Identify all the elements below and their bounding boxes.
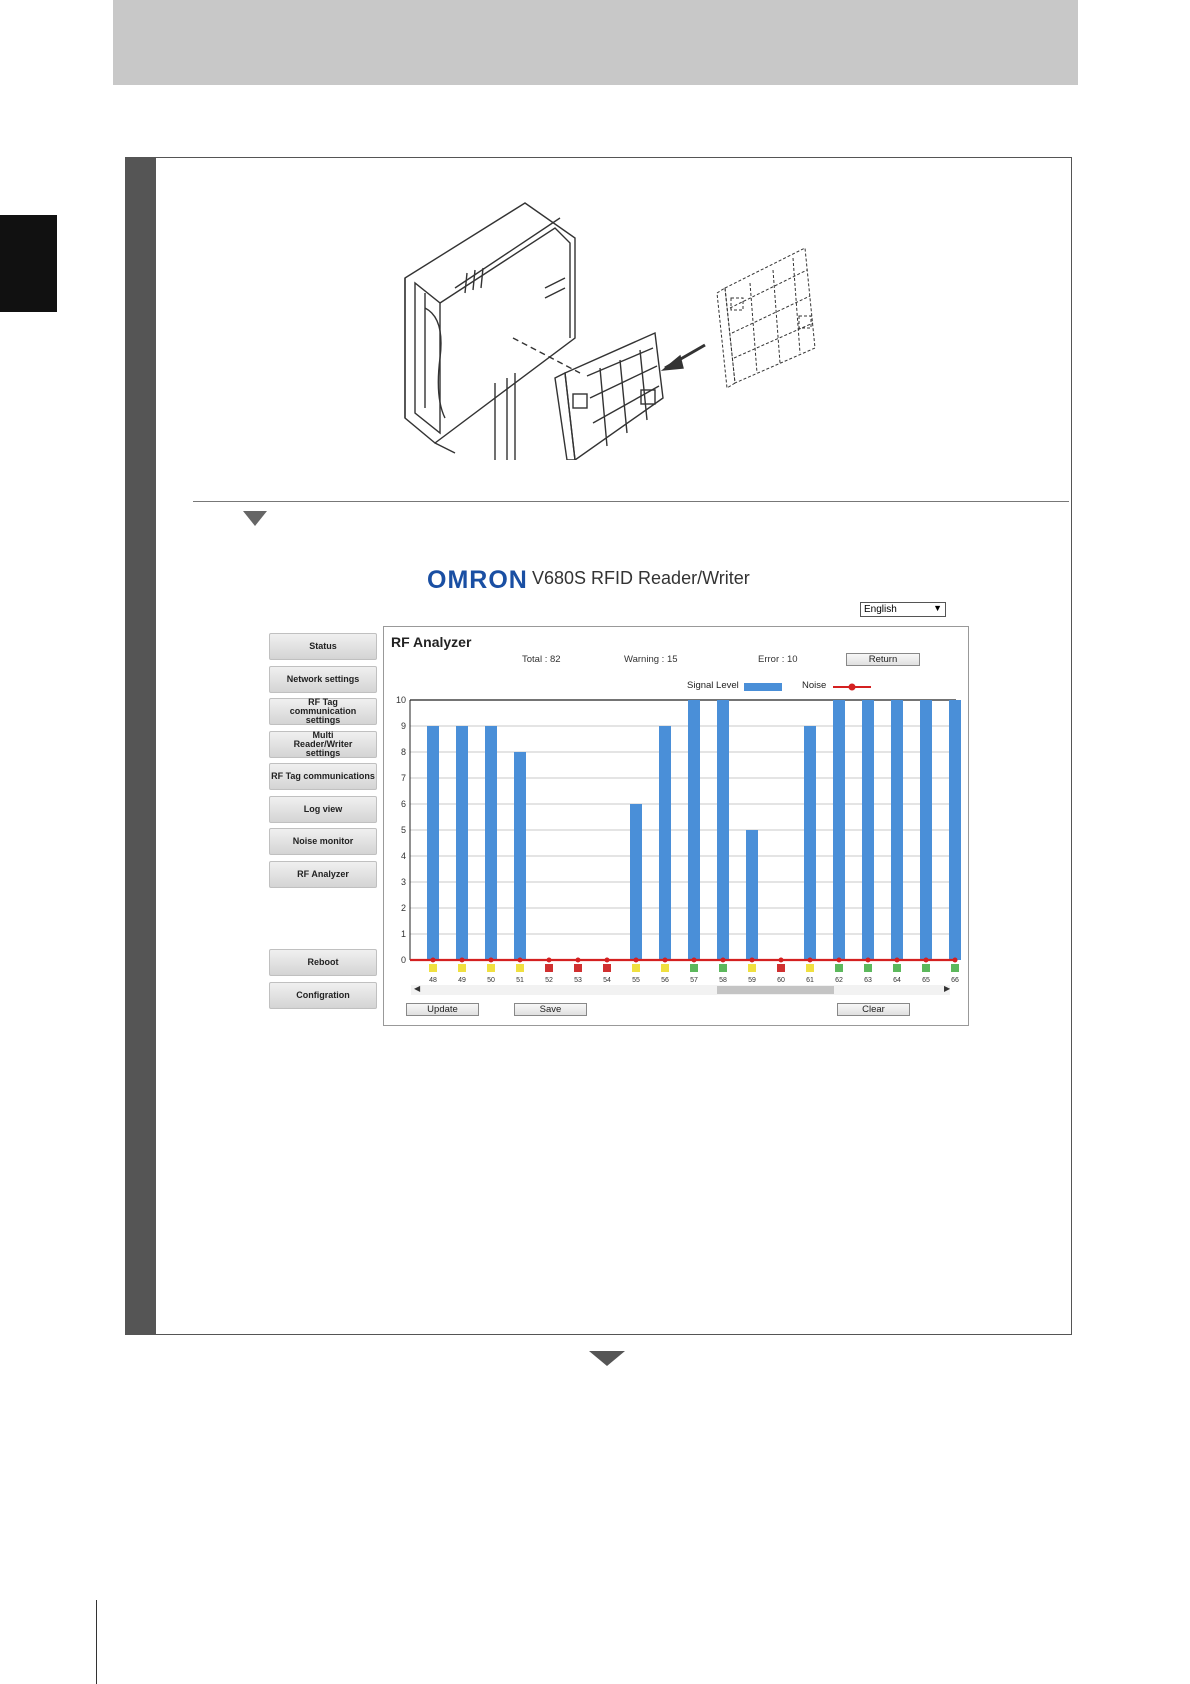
x-tick-label: 64 — [893, 977, 901, 984]
x-tick-label: 54 — [603, 977, 611, 984]
signal-bar — [833, 700, 845, 960]
noise-point — [750, 958, 755, 963]
status-marker — [545, 964, 553, 972]
chart-scrollbar[interactable] — [411, 985, 950, 995]
status-marker — [632, 964, 640, 972]
noise-point — [808, 958, 813, 963]
x-tick-label: 60 — [777, 977, 785, 984]
status-marker — [458, 964, 466, 972]
x-tick-label: 58 — [719, 977, 727, 984]
noise-point — [605, 958, 610, 963]
return-button[interactable]: Return — [846, 653, 920, 666]
warning-count: Warning : 15 — [624, 654, 678, 665]
y-tick-label: 9 — [400, 721, 406, 731]
signal-bar — [949, 700, 961, 960]
status-marker — [661, 964, 669, 972]
status-marker — [748, 964, 756, 972]
chapter-tab — [0, 215, 57, 312]
step-arrow-icon — [243, 511, 267, 527]
legend-signal-label: Signal Level — [687, 680, 739, 691]
status-marker — [487, 964, 495, 972]
signal-bar — [746, 830, 758, 960]
x-tick-label: 57 — [690, 977, 698, 984]
x-tick-label: 66 — [951, 977, 959, 984]
status-marker — [603, 964, 611, 972]
signal-bar — [804, 726, 816, 960]
nav-status-button[interactable]: Status — [269, 633, 377, 660]
chart-scrollbar-thumb[interactable] — [717, 986, 834, 994]
next-step-arrow-icon — [589, 1351, 625, 1367]
omron-logo: OMRON — [427, 566, 528, 594]
x-tick-label: 52 — [545, 977, 553, 984]
signal-bar — [456, 726, 468, 960]
status-marker — [777, 964, 785, 972]
y-tick-label: 4 — [400, 851, 406, 861]
x-tick-label: 65 — [922, 977, 930, 984]
x-tick-label: 48 — [429, 977, 437, 984]
status-marker — [690, 964, 698, 972]
noise-point — [692, 958, 697, 963]
signal-bar — [485, 726, 497, 960]
status-marker — [429, 964, 437, 972]
error-count: Error : 10 — [758, 654, 798, 665]
language-select[interactable] — [860, 602, 946, 617]
y-tick-label: 5 — [400, 825, 406, 835]
status-marker — [893, 964, 901, 972]
step-divider — [193, 501, 1069, 502]
signal-bar — [427, 726, 439, 960]
signal-bar — [920, 700, 932, 960]
status-marker — [864, 964, 872, 972]
x-tick-label: 63 — [864, 977, 872, 984]
status-marker — [835, 964, 843, 972]
x-tick-label: 55 — [632, 977, 640, 984]
y-tick-label: 0 — [400, 955, 406, 965]
x-tick-label: 53 — [574, 977, 582, 984]
noise-point — [866, 958, 871, 963]
status-marker — [951, 964, 959, 972]
save-button[interactable]: Save — [514, 1003, 587, 1016]
noise-point — [953, 958, 958, 963]
noise-point — [924, 958, 929, 963]
y-tick-label: 6 — [400, 799, 406, 809]
signal-bar — [862, 700, 874, 960]
x-tick-label: 50 — [487, 977, 495, 984]
x-tick-label: 56 — [661, 977, 669, 984]
nav-reboot-button[interactable]: Reboot — [269, 949, 377, 976]
nav-rf-analyzer-button[interactable]: RF Analyzer — [269, 861, 377, 888]
page-margin-line — [96, 1600, 97, 1684]
nav-multi-reader-writer-settings-button[interactable]: Multi Reader/Writer settings — [269, 731, 377, 758]
signal-bar — [891, 700, 903, 960]
noise-point — [576, 958, 581, 963]
language-value: English — [864, 604, 897, 615]
status-marker — [922, 964, 930, 972]
nav-rf-tag-comm-settings-button[interactable]: RF Tag communication settings — [269, 698, 377, 725]
step-frame-bar — [126, 158, 156, 1334]
noise-point — [779, 958, 784, 963]
nav-rf-tag-communications-button[interactable]: RF Tag communications — [269, 763, 377, 790]
legend-noise-label: Noise — [802, 680, 827, 691]
y-tick-label: 2 — [400, 903, 406, 913]
signal-bar — [659, 726, 671, 960]
nav-noise-monitor-button[interactable]: Noise monitor — [269, 828, 377, 855]
y-tick-label: 1 — [400, 929, 406, 939]
noise-point — [634, 958, 639, 963]
page-header-bar — [113, 0, 1078, 85]
antenna-attachment-illustration — [395, 198, 835, 460]
signal-bar — [717, 700, 729, 960]
update-button[interactable]: Update — [406, 1003, 479, 1016]
status-marker — [806, 964, 814, 972]
status-marker — [719, 964, 727, 972]
signal-bar — [688, 700, 700, 960]
x-tick-label: 49 — [458, 977, 466, 984]
noise-point — [518, 958, 523, 963]
scroll-right-icon[interactable]: ▶ — [944, 984, 951, 993]
x-tick-label: 62 — [835, 977, 843, 984]
nav-configration-button[interactable]: Configration — [269, 982, 377, 1009]
signal-level-chart — [390, 690, 962, 990]
total-count: Total : 82 — [522, 654, 561, 665]
clear-button[interactable]: Clear — [837, 1003, 910, 1016]
x-tick-label: 61 — [806, 977, 814, 984]
noise-point — [895, 958, 900, 963]
y-tick-label: 8 — [400, 747, 406, 757]
noise-point — [663, 958, 668, 963]
y-tick-label: 10 — [395, 695, 406, 705]
status-marker — [516, 964, 524, 972]
product-title: V680S RFID Reader/Writer — [532, 568, 750, 588]
chevron-down-icon: ▼ — [933, 603, 942, 613]
nav-log-view-button[interactable]: Log view — [269, 796, 377, 823]
noise-point — [460, 958, 465, 963]
nav-network-settings-button[interactable]: Network settings — [269, 666, 377, 693]
scroll-left-icon[interactable]: ◀ — [414, 984, 421, 993]
noise-point — [721, 958, 726, 963]
y-tick-label: 7 — [400, 773, 406, 783]
y-tick-label: 3 — [400, 877, 406, 887]
noise-point — [837, 958, 842, 963]
x-tick-label: 51 — [516, 977, 524, 984]
noise-point — [489, 958, 494, 963]
noise-point — [547, 958, 552, 963]
panel-title: RF Analyzer — [391, 634, 472, 650]
signal-bar — [630, 804, 642, 960]
x-tick-label: 59 — [748, 977, 756, 984]
signal-bar — [514, 752, 526, 960]
status-marker — [574, 964, 582, 972]
noise-point — [431, 958, 436, 963]
